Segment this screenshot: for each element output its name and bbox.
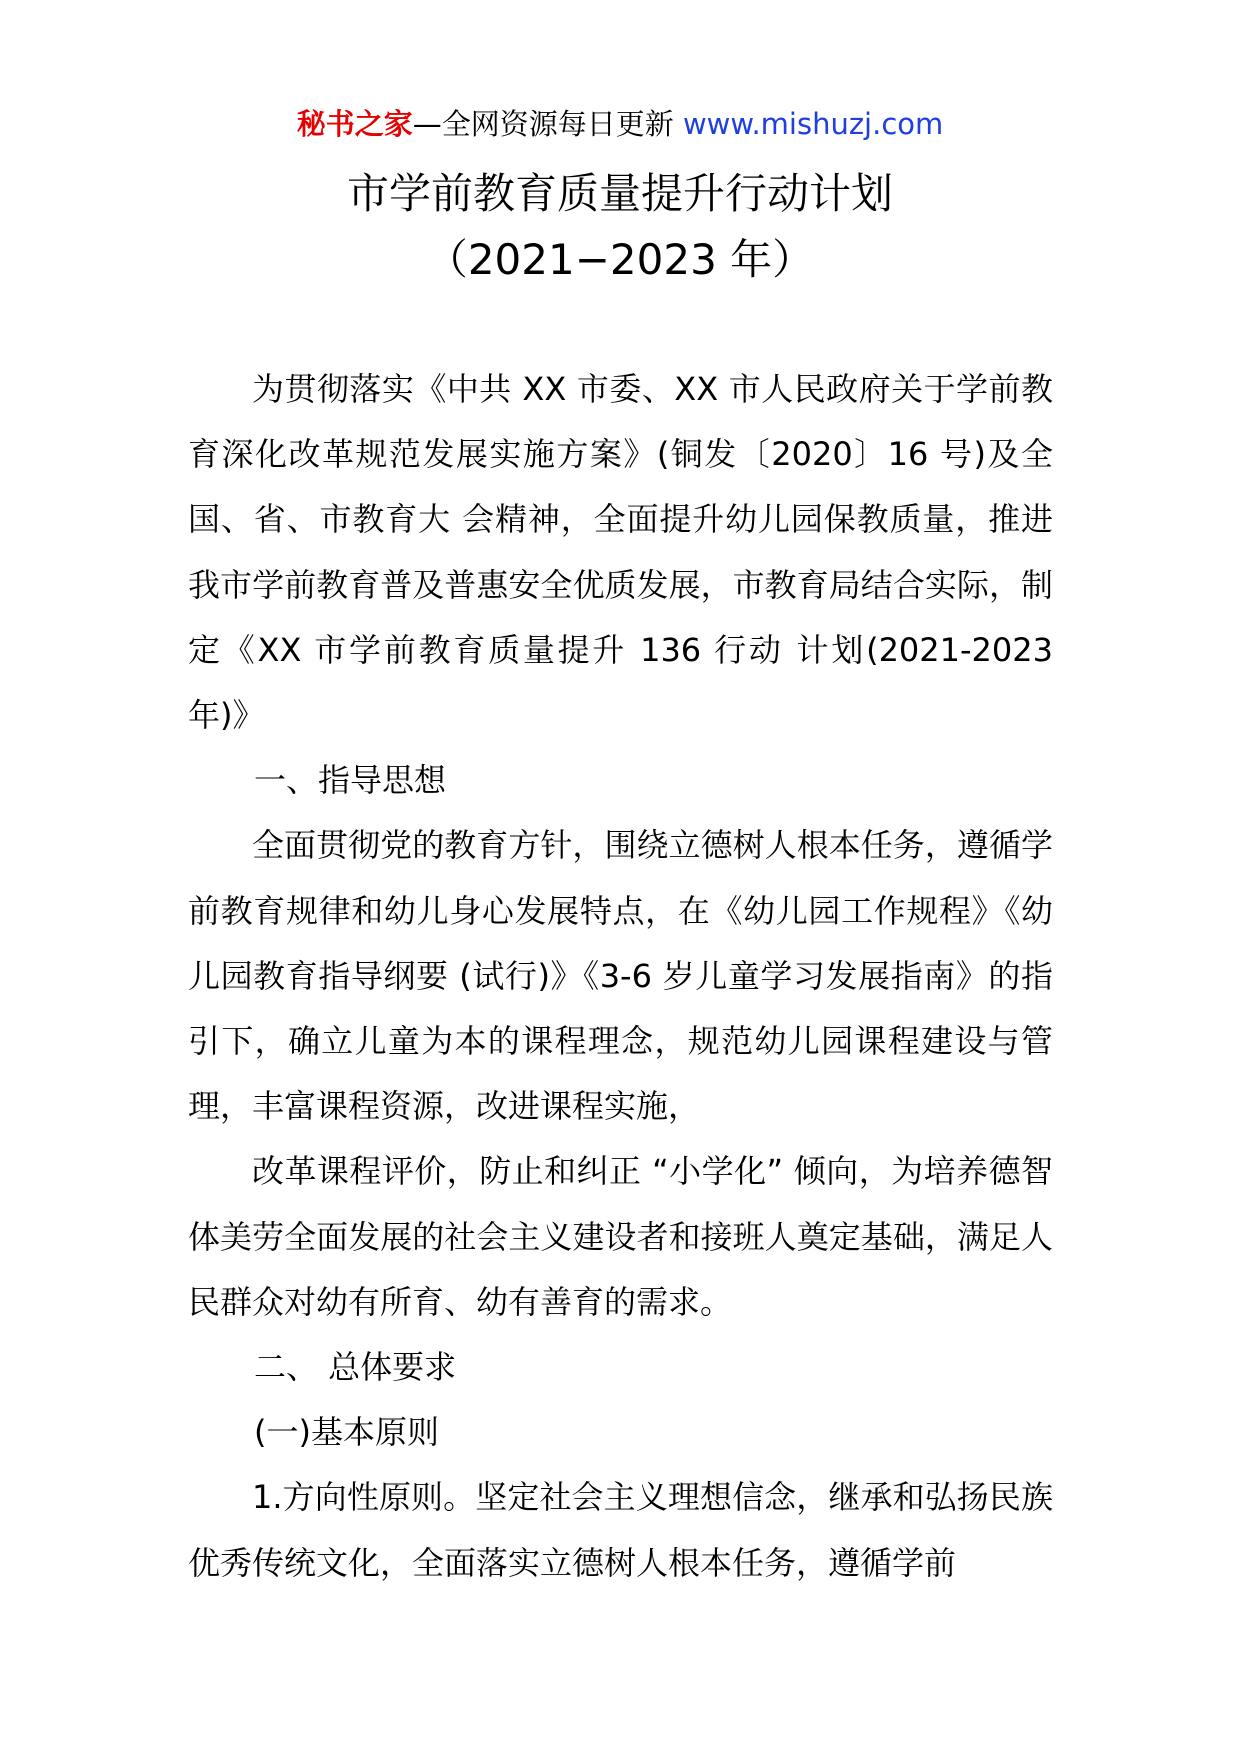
section-heading-overall-requirements: 二、 总体要求 xyxy=(254,1348,457,1387)
paragraph-curriculum-reform: 改革课程评价，防止和纠正 “小学化” 倾向，为培养德智体美劳全面发展的社会主义建设者和接班人奠定基础，满足人民群众对幼有所育、幼有善育的需求。 xyxy=(188,1152,1053,1321)
banner-url-link[interactable]: www.mishuzj.com xyxy=(682,107,944,141)
document-subtitle-years: （2021−2023 年） xyxy=(425,235,815,284)
subsection-heading-basic-principles: (一)基本原则 xyxy=(254,1413,439,1452)
paragraph-guiding-ideology: 全面贯彻党的教育方针，围绕立德树人根本任务，遵循学前教育规律和幼儿身心发展特点，在《幼儿园工作规程》《幼儿园教育指导纲要 (试行)》《3-6 岁儿童学习发展指南》的指引下，确立儿童为本的课程理念，规范幼儿园课程建设与管理，丰富课程资源，改进课程实施， xyxy=(188,826,1053,1126)
banner-slogan: —全网资源每日更新 xyxy=(412,107,674,141)
site-banner xyxy=(0,104,1240,144)
paragraph-intro: 为贯彻落实《中共 XX 市委、XX 市人民政府关于学前教育深化改革规范发展实施方案》(铜发〔2020〕16 号)及全国、省、市教育大 会精神，全面提升幼儿园保教质量，推进我市学前教育普及普惠安全优质发展，市教育局结合实际，制定《XX 市学前教育质量提升 136 行动 计划(2021-2023 年)》 xyxy=(188,370,1053,735)
paragraph-principle-direction: 1.方向性原则。坚定社会主义理想信念，继承和弘扬民族优秀传统文化，全面落实立德树人根本任务，遵循学前 xyxy=(188,1478,1053,1582)
section-heading-guiding-ideology: 一、指导思想 xyxy=(254,761,447,800)
document-title: 市学前教育质量提升行动计划 xyxy=(346,169,893,218)
document-body xyxy=(188,357,1053,1596)
banner-brand: 秘书之家 xyxy=(296,107,413,141)
